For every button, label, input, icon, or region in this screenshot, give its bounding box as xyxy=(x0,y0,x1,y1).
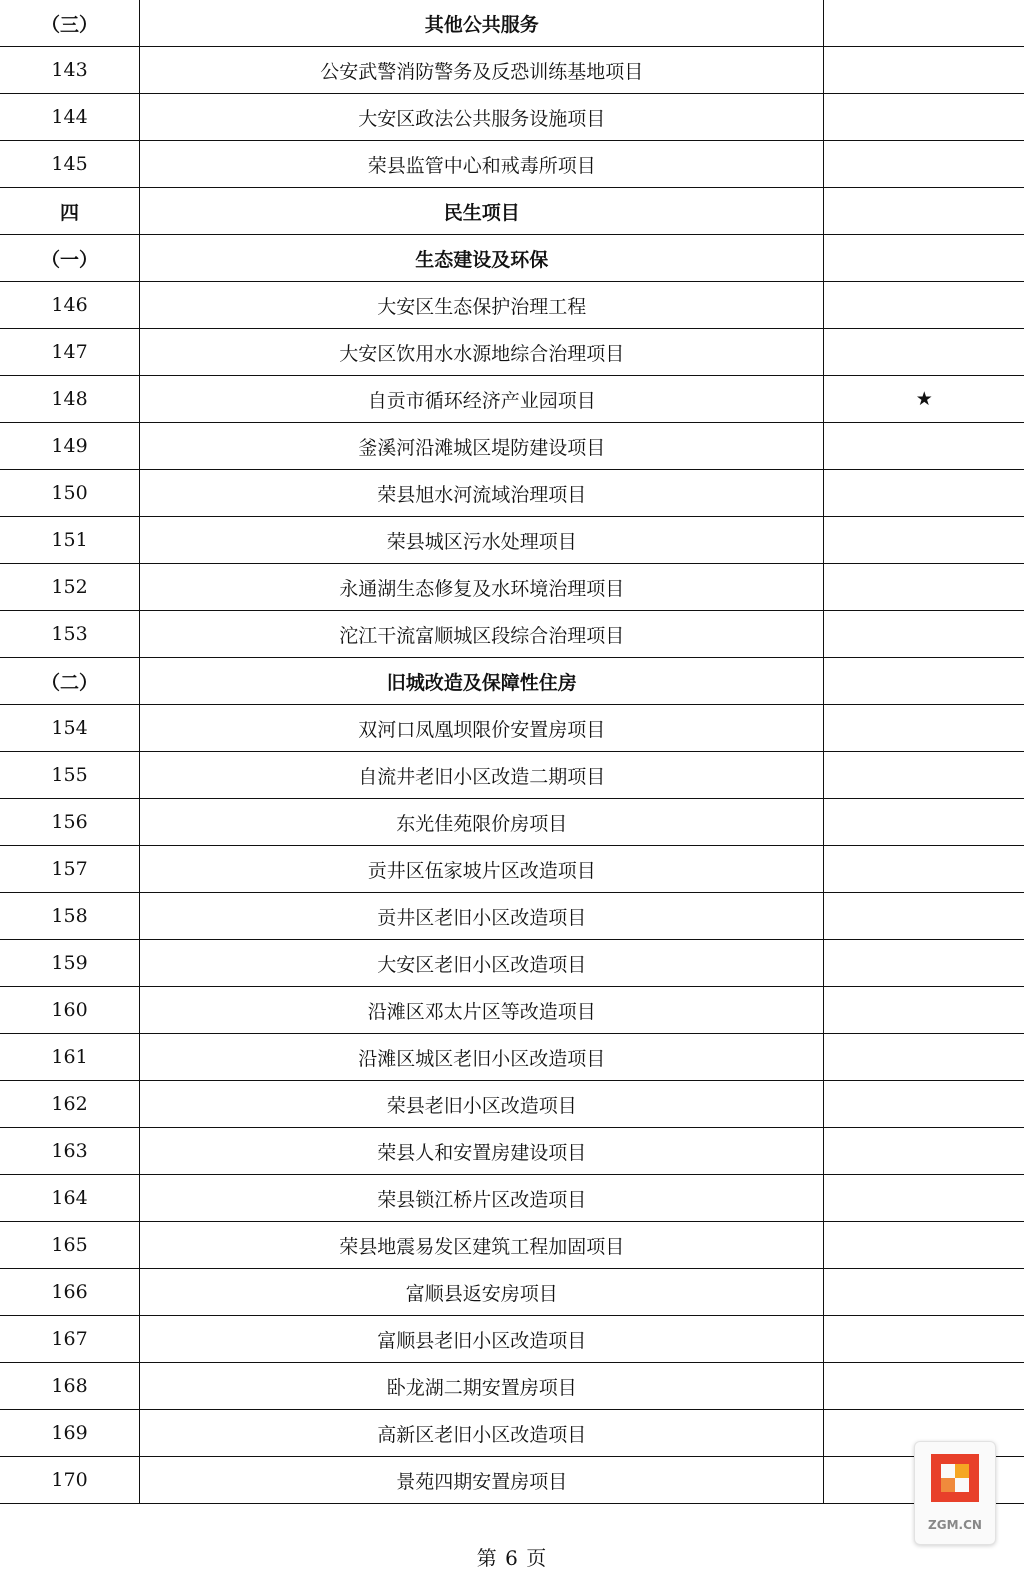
key-project-mark xyxy=(824,0,1024,47)
key-project-mark: ★ xyxy=(824,376,1024,423)
table-row xyxy=(0,940,1024,987)
key-project-mark xyxy=(824,752,1024,799)
project-name: 卧龙湖二期安置房项目 xyxy=(140,1363,824,1410)
row-number: 165 xyxy=(0,1222,140,1269)
project-name: 釜溪河沿滩城区堤防建设项目 xyxy=(140,423,824,470)
project-name: 大安区老旧小区改造项目 xyxy=(140,940,824,987)
project-name: 荣县老旧小区改造项目 xyxy=(140,1081,824,1128)
key-project-mark xyxy=(824,94,1024,141)
project-name: 生态建设及环保 xyxy=(140,235,824,282)
row-number: 143 xyxy=(0,47,140,94)
project-name: 荣县地震易发区建筑工程加固项目 xyxy=(140,1222,824,1269)
project-name: 沿滩区城区老旧小区改造项目 xyxy=(140,1034,824,1081)
section-heading-row xyxy=(0,658,1024,705)
row-number: 157 xyxy=(0,846,140,893)
project-name: 大安区饮用水水源地综合治理项目 xyxy=(140,329,824,376)
project-name: 富顺县返安房项目 xyxy=(140,1269,824,1316)
table-row xyxy=(0,376,1024,423)
project-name: 旧城改造及保障性住房 xyxy=(140,658,824,705)
table-row xyxy=(0,423,1024,470)
table-row xyxy=(0,1457,1024,1504)
row-number: 148 xyxy=(0,376,140,423)
project-name: 沿滩区邓太片区等改造项目 xyxy=(140,987,824,1034)
key-project-mark xyxy=(824,470,1024,517)
row-number: 151 xyxy=(0,517,140,564)
table-row xyxy=(0,1363,1024,1410)
project-name: 荣县监管中心和戒毒所项目 xyxy=(140,141,824,188)
project-name: 大安区政法公共服务设施项目 xyxy=(140,94,824,141)
project-name: 高新区老旧小区改造项目 xyxy=(140,1410,824,1457)
row-number: 158 xyxy=(0,893,140,940)
table-row xyxy=(0,517,1024,564)
row-number: 163 xyxy=(0,1128,140,1175)
key-project-mark xyxy=(824,329,1024,376)
project-name: 富顺县老旧小区改造项目 xyxy=(140,1316,824,1363)
table-row xyxy=(0,1316,1024,1363)
key-project-mark xyxy=(824,940,1024,987)
table-row xyxy=(0,564,1024,611)
project-name: 景苑四期安置房项目 xyxy=(140,1457,824,1504)
row-number: 四 xyxy=(0,188,140,235)
row-number: 150 xyxy=(0,470,140,517)
table-row xyxy=(0,1175,1024,1222)
project-name: 东光佳苑限价房项目 xyxy=(140,799,824,846)
watermark-label: ZGM.CN xyxy=(928,1518,982,1532)
key-project-mark xyxy=(824,423,1024,470)
row-number: 146 xyxy=(0,282,140,329)
key-project-mark xyxy=(824,658,1024,705)
key-project-mark xyxy=(824,987,1024,1034)
row-number: 154 xyxy=(0,705,140,752)
table-row xyxy=(0,47,1024,94)
project-name: 公安武警消防警务及反恐训练基地项目 xyxy=(140,47,824,94)
page-number: 第 6 页 xyxy=(476,1546,548,1570)
key-project-mark xyxy=(824,1128,1024,1175)
table-row xyxy=(0,141,1024,188)
row-number: 168 xyxy=(0,1363,140,1410)
project-name: 其他公共服务 xyxy=(140,0,824,47)
key-project-mark xyxy=(824,141,1024,188)
table-row xyxy=(0,1081,1024,1128)
row-number: 144 xyxy=(0,94,140,141)
zgm-watermark xyxy=(914,1441,996,1545)
row-number: （三） xyxy=(0,0,140,47)
key-project-mark xyxy=(824,188,1024,235)
row-number: 161 xyxy=(0,1034,140,1081)
table-row xyxy=(0,1222,1024,1269)
row-number: 166 xyxy=(0,1269,140,1316)
row-number: 169 xyxy=(0,1410,140,1457)
key-project-mark xyxy=(824,1034,1024,1081)
row-number: 149 xyxy=(0,423,140,470)
project-name: 贡井区伍家坡片区改造项目 xyxy=(140,846,824,893)
table-row xyxy=(0,705,1024,752)
row-number: 162 xyxy=(0,1081,140,1128)
row-number: 167 xyxy=(0,1316,140,1363)
key-project-mark xyxy=(824,611,1024,658)
key-project-mark xyxy=(824,1363,1024,1410)
key-project-mark xyxy=(824,235,1024,282)
zgm-logo-icon xyxy=(931,1454,979,1512)
key-project-mark xyxy=(824,1081,1024,1128)
table-row xyxy=(0,893,1024,940)
key-project-mark xyxy=(824,282,1024,329)
table-row xyxy=(0,846,1024,893)
key-project-mark xyxy=(824,1269,1024,1316)
row-number: （二） xyxy=(0,658,140,705)
key-project-mark xyxy=(824,705,1024,752)
row-number: 147 xyxy=(0,329,140,376)
row-number: 170 xyxy=(0,1457,140,1504)
project-name: 大安区生态保护治理工程 xyxy=(140,282,824,329)
row-number: 164 xyxy=(0,1175,140,1222)
row-number: 155 xyxy=(0,752,140,799)
key-project-mark xyxy=(824,1316,1024,1363)
table-row xyxy=(0,94,1024,141)
key-project-mark xyxy=(824,846,1024,893)
key-project-mark xyxy=(824,47,1024,94)
row-number: （一） xyxy=(0,235,140,282)
project-name: 荣县城区污水处理项目 xyxy=(140,517,824,564)
key-project-mark xyxy=(824,799,1024,846)
table-row xyxy=(0,987,1024,1034)
project-name: 双河口凤凰坝限价安置房项目 xyxy=(140,705,824,752)
table-row xyxy=(0,282,1024,329)
table-row xyxy=(0,1410,1024,1457)
table-row xyxy=(0,470,1024,517)
project-name: 民生项目 xyxy=(140,188,824,235)
table-row xyxy=(0,1269,1024,1316)
row-number: 160 xyxy=(0,987,140,1034)
table-row xyxy=(0,1034,1024,1081)
table-row xyxy=(0,752,1024,799)
key-project-mark xyxy=(824,517,1024,564)
row-number: 145 xyxy=(0,141,140,188)
key-project-mark xyxy=(824,564,1024,611)
table-row xyxy=(0,329,1024,376)
section-heading-row xyxy=(0,235,1024,282)
key-project-mark xyxy=(824,893,1024,940)
project-name: 荣县旭水河流域治理项目 xyxy=(140,470,824,517)
project-name: 自流井老旧小区改造二期项目 xyxy=(140,752,824,799)
project-name: 自贡市循环经济产业园项目 xyxy=(140,376,824,423)
row-number: 153 xyxy=(0,611,140,658)
section-heading-row xyxy=(0,188,1024,235)
row-number: 152 xyxy=(0,564,140,611)
page-footer xyxy=(0,1542,1024,1571)
project-name: 永通湖生态修复及水环境治理项目 xyxy=(140,564,824,611)
row-number: 159 xyxy=(0,940,140,987)
table-row xyxy=(0,799,1024,846)
table-row xyxy=(0,611,1024,658)
row-number: 156 xyxy=(0,799,140,846)
table-row xyxy=(0,1128,1024,1175)
key-project-mark xyxy=(824,1222,1024,1269)
key-project-mark xyxy=(824,1175,1024,1222)
project-name: 荣县人和安置房建设项目 xyxy=(140,1128,824,1175)
section-heading-row xyxy=(0,0,1024,47)
project-name: 荣县锁江桥片区改造项目 xyxy=(140,1175,824,1222)
project-name: 沱江干流富顺城区段综合治理项目 xyxy=(140,611,824,658)
project-name: 贡井区老旧小区改造项目 xyxy=(140,893,824,940)
